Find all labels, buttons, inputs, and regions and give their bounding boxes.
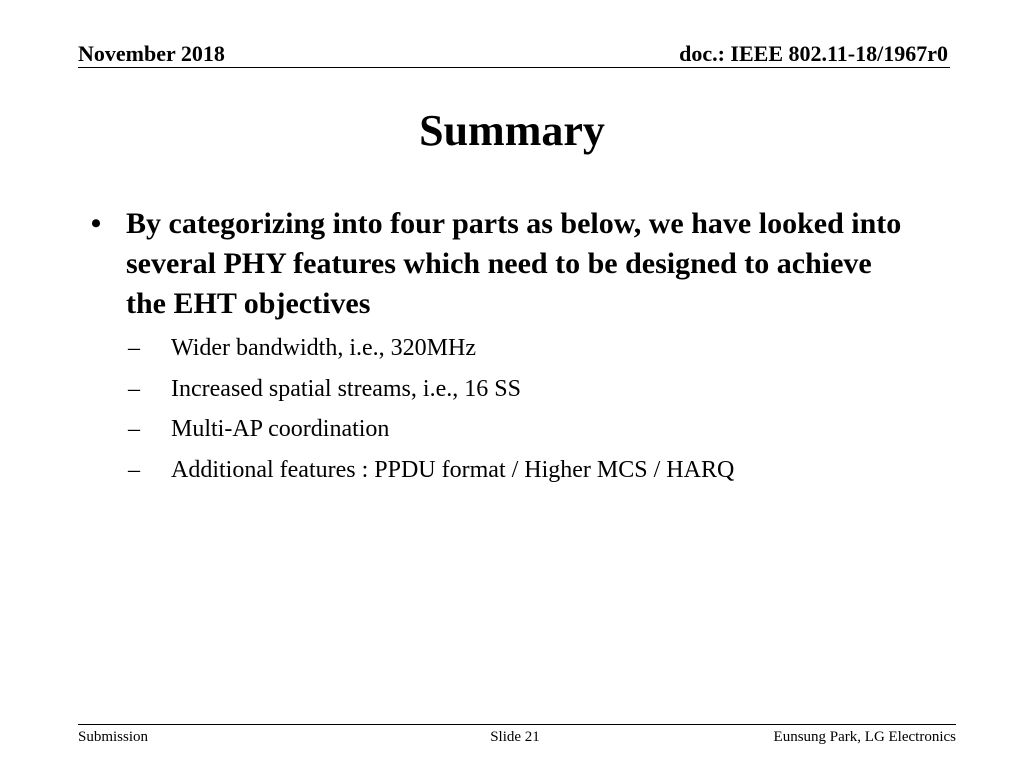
slide-body — [84, 204, 904, 490]
sub-bullet-text: Multi-AP coordination — [171, 416, 390, 442]
dash-icon: – — [128, 416, 140, 442]
header-divider — [78, 67, 950, 68]
slide-title: Summary — [419, 106, 605, 155]
main-bullet-text: By categorizing into four parts as below, we have looked into several PHY features which need to be designed to achieve the EHT objectives — [126, 207, 902, 320]
sub-bullet-item — [84, 369, 904, 410]
sub-bullet-item — [84, 409, 904, 450]
dash-icon: – — [128, 456, 140, 483]
footer-divider — [78, 724, 956, 725]
bullet-dot-icon: • — [90, 207, 102, 240]
footer-slide-number: Slide 21 — [490, 729, 540, 745]
header-date: November 2018 — [78, 41, 225, 66]
dash-icon: – — [128, 375, 140, 402]
sub-bullet-text: Wider bandwidth, i.e., 320MHz — [171, 335, 476, 361]
footer-submission: Submission — [78, 729, 149, 745]
sub-bullet-text: Increased spatial streams, i.e., 16 SS — [171, 375, 521, 402]
header-doc-id: doc.: IEEE 802.11-18/1967r0 — [679, 41, 948, 66]
sub-bullet-item — [84, 328, 904, 369]
main-bullet — [84, 204, 904, 324]
sub-bullet-text: Additional features : PPDU format / Higher MCS / HARQ — [171, 456, 735, 483]
dash-icon: – — [128, 335, 140, 361]
footer-author: Eunsung Park, LG Electronics — [773, 729, 956, 745]
sub-bullet-list — [84, 328, 904, 490]
sub-bullet-item — [84, 450, 904, 491]
